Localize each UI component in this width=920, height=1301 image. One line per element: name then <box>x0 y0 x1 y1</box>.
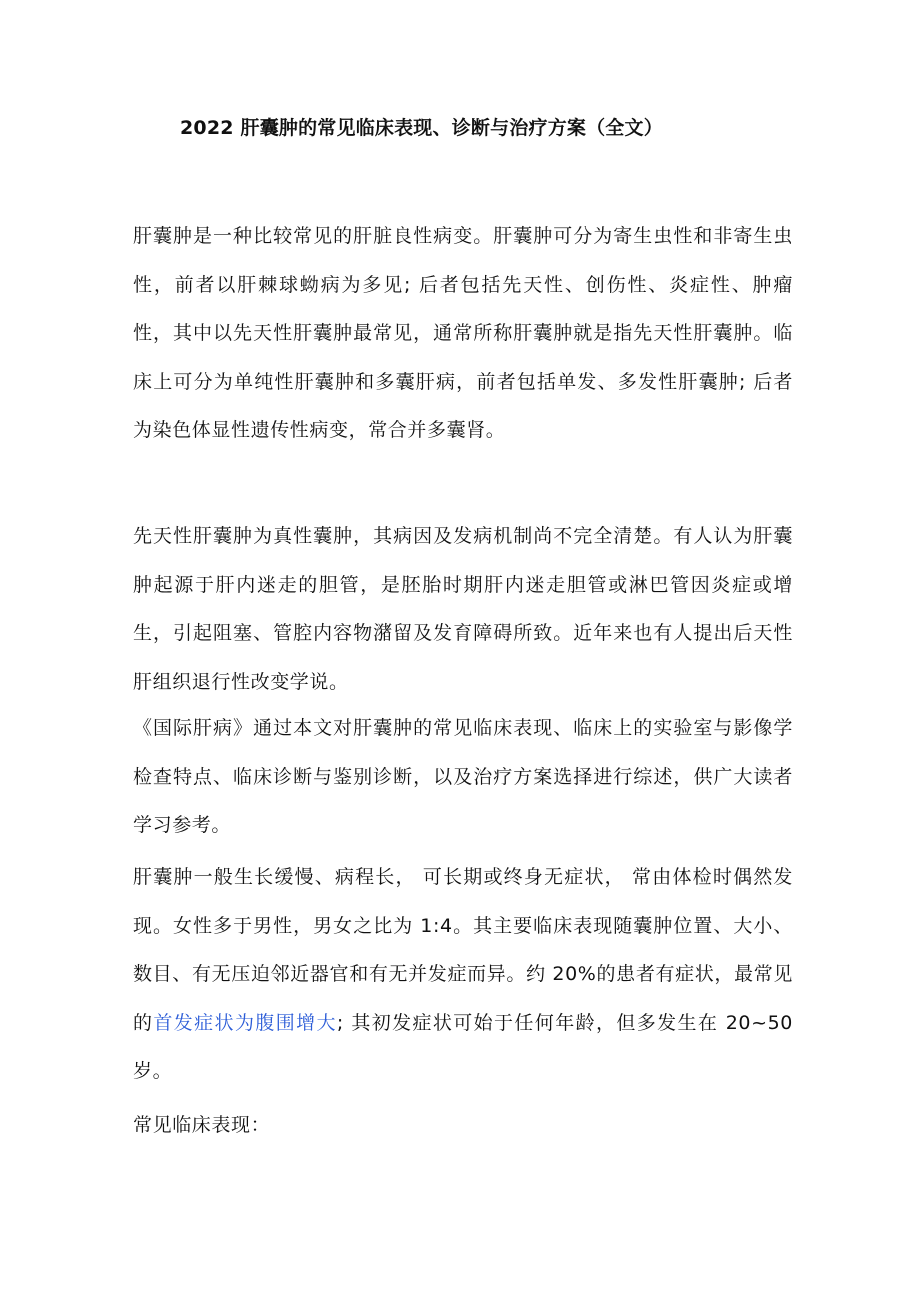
paragraph-etiology: 先天性肝囊肿为真性囊肿，其病因及发病机制尚不完全清楚。有人认为肝囊肿起源于肝内迷走的胆管，是胚胎时期肝内迷走胆管或淋巴管因炎症或增生，引起阻塞、管腔内容物潴留及发育障碍所致。近年来也有人提出后天性肝组织退行性改变学说。 <box>133 525 793 693</box>
paragraph-intro: 肝囊肿是一种比较常见的肝脏良性病变。肝囊肿可分为寄生虫性和非寄生虫性，前者以肝棘球蚴病为多见; 后者包括先天性、创伤性、炎症性、肿瘤性，其中以先天性肝囊肿最常见，通常所称肝囊肿就是指先天性肝囊肿。临床上可分为单纯性肝囊肿和多囊肝病，前者包括单发、多发性肝囊肿; 后者为染色体显性遗传性病变，常合并多囊肾。 <box>133 225 793 441</box>
paragraph-clinical-course <box>133 853 793 1096</box>
section-heading-common-manifestations: 常见临床表现： <box>133 1114 271 1136</box>
highlight-link[interactable]: 首发症状为腹围增大 <box>153 1011 337 1034</box>
paragraph-purpose: 《国际肝病》通过本文对肝囊肿的常见临床表现、临床上的实验室与影像学检查特点、临床诊断与鉴别诊断，以及治疗方案选择进行综述，供广大读者学习参考。 <box>133 717 793 836</box>
document-title: 2022 肝囊肿的常见临床表现、诊断与治疗方案（全文） <box>180 117 663 139</box>
paragraph-text-after-link: ; 其初发症状可始于任何年龄，但多发生在 20~50 岁。 <box>133 1011 793 1082</box>
paragraph-text-before-link: 肝囊肿一般生长缓慢、病程长， 可长期或终身无症状， 常由体检时偶然发现。女性多于男性，男女之比为 1:4。其主要临床表现随囊肿位置、大小、数目、有无压迫邻近器官和有无并发症而异。约 20%的患者有症状，最常见的 <box>133 866 793 1034</box>
